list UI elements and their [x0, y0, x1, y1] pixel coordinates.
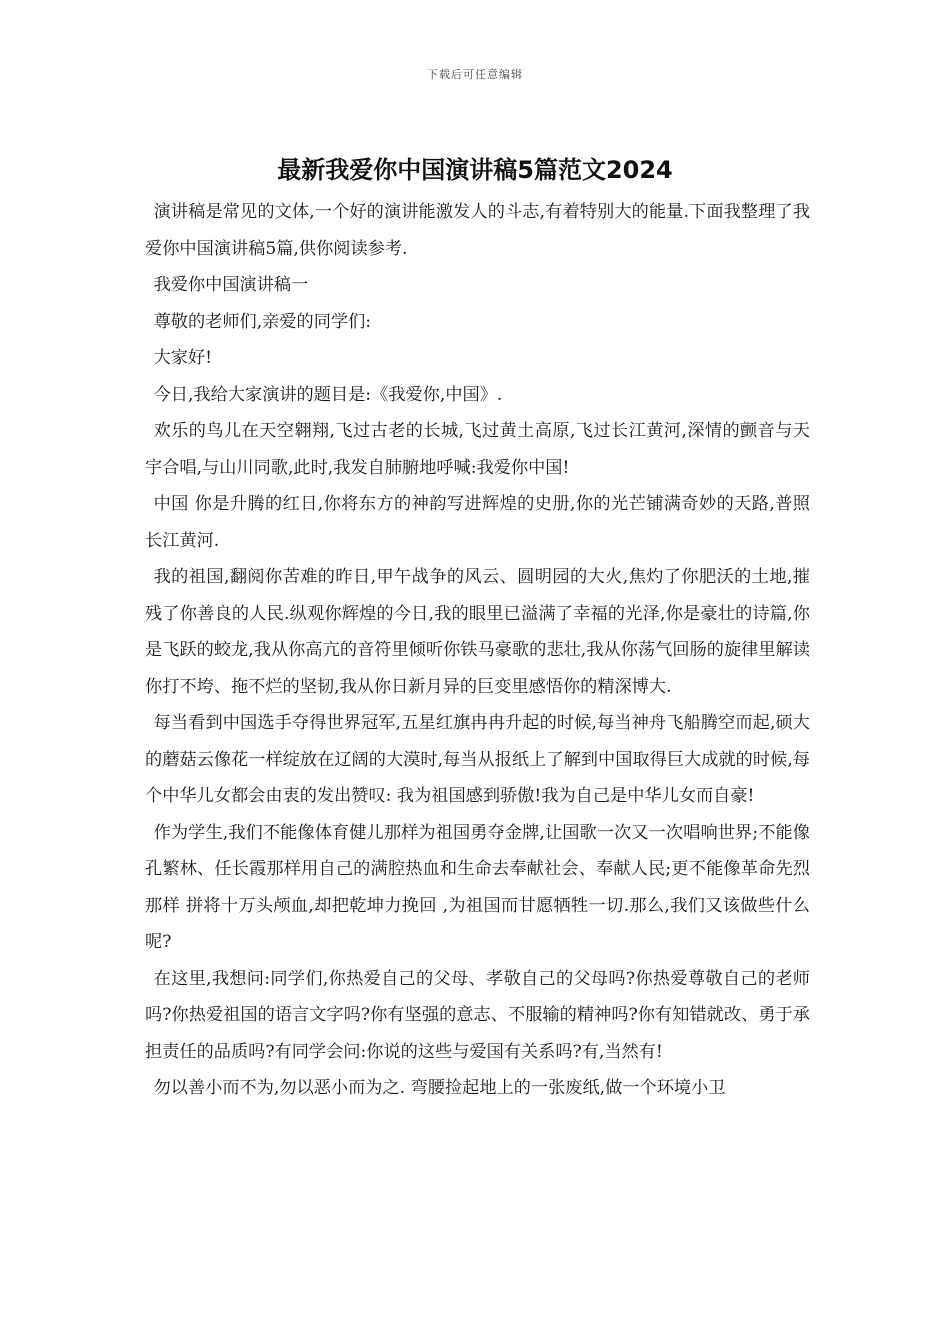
- paragraph-intro: 演讲稿是常见的文体,一个好的演讲能激发人的斗志,有着特别大的能量.下面我整理了我爱你中国演讲稿5篇,供你阅读参考.: [145, 202, 810, 259]
- paragraph-birds: 欢乐的鸟儿在天空翱翔,飞过古老的长城,飞过黄土高原,飞过长江黄河,深情的颤音与天宇合唱,与山川同歌,此时,我发自肺腑地呼喊:我爱你中国!: [145, 421, 810, 478]
- paragraph-pride: 每当看到中国选手夺得世界冠军,五星红旗冉冉升起的时候,每当神舟飞船腾空而起,硕大的蘑菇云像花一样绽放在辽阔的大漠时,每当从报纸上了解到中国取得巨大成就的时候,每个中华儿女都会由衷的发出赞叹: 我为祖国感到骄傲!我为自己是中华儿女而自豪!: [145, 713, 810, 806]
- paragraph-speech-heading: 我爱你中国演讲稿一: [153, 275, 309, 295]
- paragraph-topic: 今日,我给大家演讲的题目是:《我爱你,中国》.: [153, 384, 503, 405]
- paragraph-greeting: 大家好!: [153, 348, 213, 368]
- paragraph-salutation: 尊敬的老师们,亲爱的同学们:: [153, 311, 372, 332]
- header-note: 下载后可任意编辑: [427, 68, 523, 81]
- paragraph-red-sun: 中国 你是升腾的红日,你将东方的神韵写进辉煌的史册,你的光芒铺满奇妙的天路,普照长江黄河.: [145, 494, 810, 551]
- document-title: 最新我爱你中国演讲稿5篇范文2024: [277, 156, 673, 184]
- paragraph-small-deeds: 勿以善小而不为,勿以恶小而为之. 弯腰捡起地上的一张废纸,做一个环境小卫: [153, 1078, 726, 1098]
- paragraph-students: 作为学生,我们不能像体育健儿那样为祖国勇夺金牌,让国歌一次又一次唱响世界;不能像孔繁林、任长霞那样用自己的满腔热血和生命去奉献社会、奉献人民;更不能像革命先烈那样 拼将十万头颅血,却把乾坤力挽回 ,为祖国而甘愿牺牲一切.那么,我们又该做些什么呢?: [145, 822, 810, 952]
- paragraph-history: 我的祖国,翻阅你苦难的昨日,甲午战争的风云、圆明园的大火,焦灼了你肥沃的土地,摧残了你善良的人民.纵观你辉煌的今日,我的眼里已溢满了幸福的光泽,你是豪壮的诗篇,你是飞跃的蛟龙,我从你高亢的音符里倾听你铁马豪歌的悲壮,我从你荡气回肠的旋律里解读你打不垮、拖不烂的坚韧,我从你日新月异的巨变里感悟你的精深博大.: [145, 567, 810, 697]
- paragraph-questions: 在这里,我想问:同学们,你热爱自己的父母、孝敬自己的父母吗?你热爱尊敬自己的老师吗?你热爱祖国的语言文字吗?你有坚强的意志、不服输的精神吗?你有知错就改、勇于承担责任的品质吗?有同学会问:你说的这些与爱国有关系吗?有,当然有!: [145, 968, 810, 1062]
- document-body: [145, 194, 810, 1107]
